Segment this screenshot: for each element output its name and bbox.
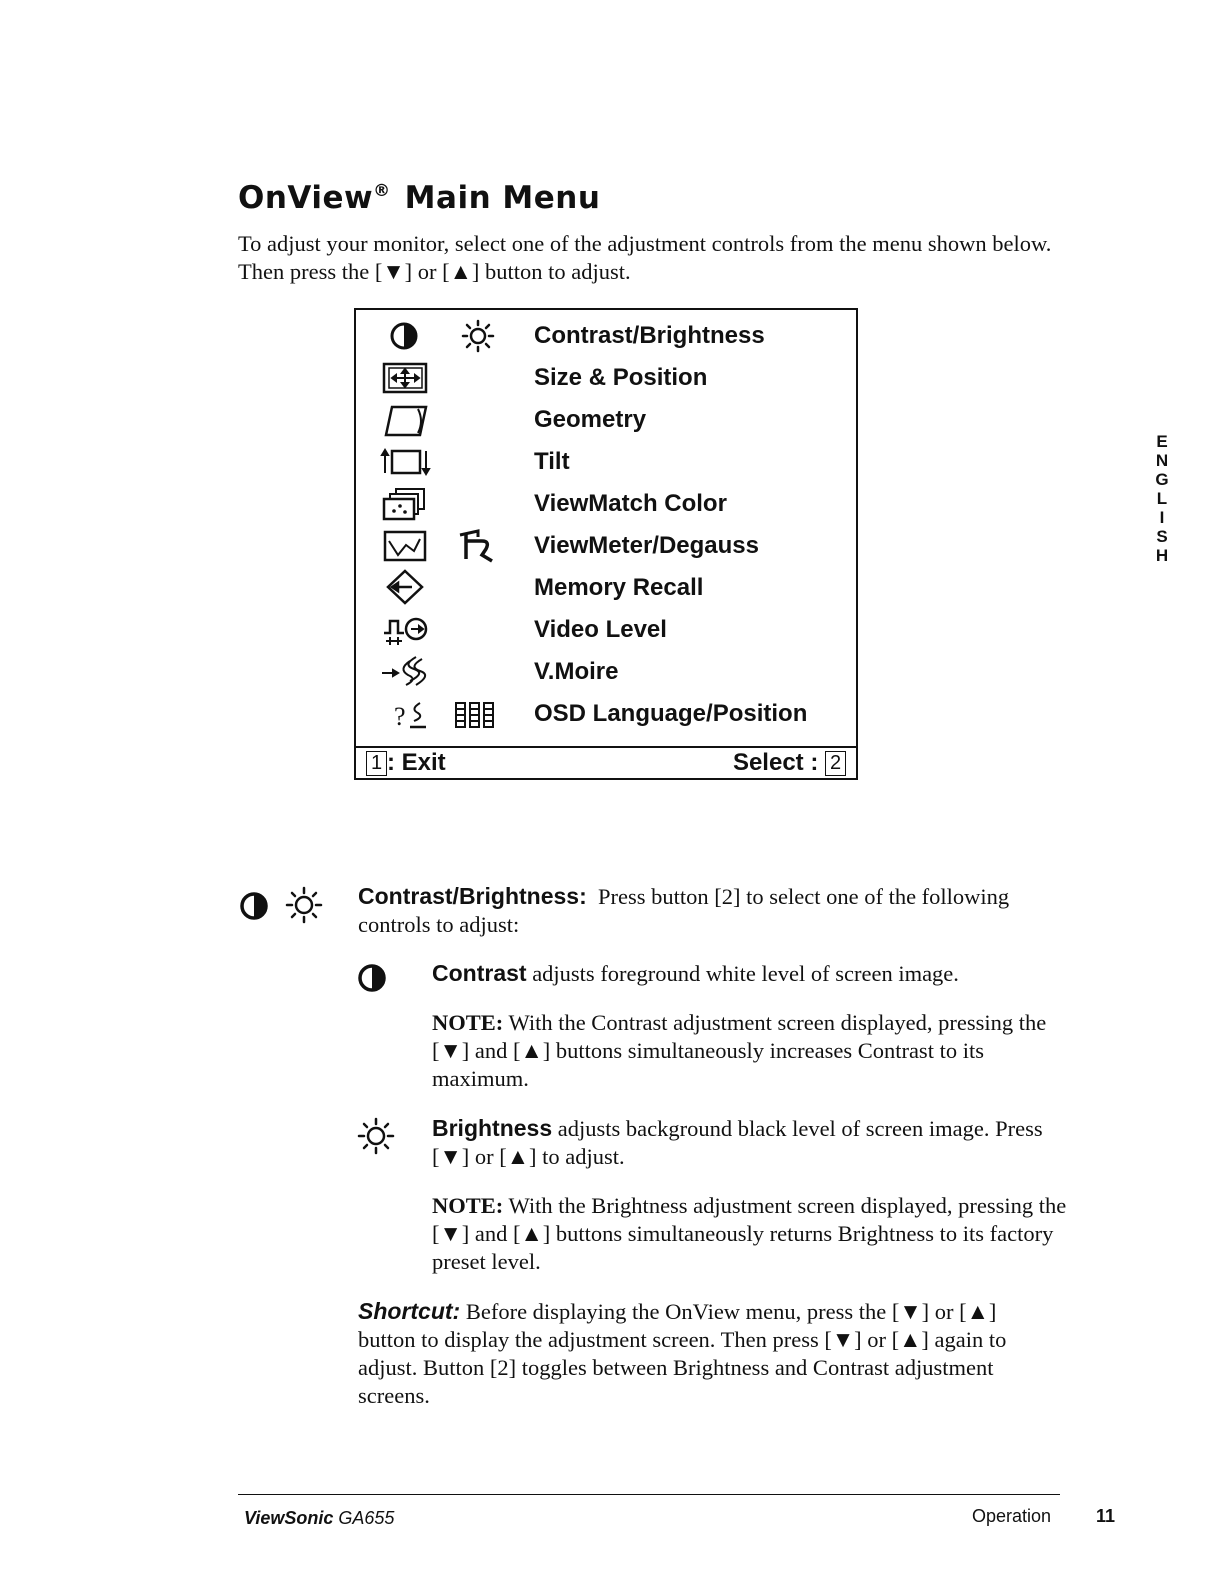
- degauss-icon: [452, 527, 504, 563]
- select-label: Select :: [732, 749, 819, 776]
- menu-item-viewmatch-color[interactable]: [356, 482, 856, 524]
- footer-product: [244, 1508, 394, 1529]
- brightness-text: adjusts background black level of screen image. Press [▼] or [▲] to adjust.: [432, 1116, 1043, 1169]
- contrast-text: adjusts foreground white level of screen image.: [532, 961, 959, 986]
- title-word: OnView: [238, 180, 374, 216]
- language-letter: N: [1155, 451, 1169, 470]
- size-position-icon: [380, 359, 432, 395]
- section-text: Press button [2] to select one of the following controls to adjust:: [358, 884, 1010, 937]
- contrast-note: [432, 1009, 1072, 1093]
- menu-footer: [356, 746, 856, 778]
- menu-item-size-position[interactable]: [356, 356, 856, 398]
- menu-item-label: Contrast/Brightness: [534, 322, 765, 349]
- menu-item-memory-recall[interactable]: [356, 566, 856, 608]
- brightness-icon: [452, 317, 504, 353]
- page-number: 11: [1096, 1506, 1116, 1526]
- brightness-note: [432, 1192, 1072, 1276]
- menu-item-vmoire[interactable]: [356, 650, 856, 692]
- brand-name: ViewSonic: [244, 1508, 334, 1528]
- menu-item-geometry[interactable]: [356, 398, 856, 440]
- shortcut-lead: Shortcut:: [358, 1298, 461, 1324]
- svg-text:?: ?: [394, 702, 406, 731]
- vmoire-icon: [380, 653, 432, 689]
- menu-item-osd-language-position[interactable]: [356, 692, 856, 734]
- viewmeter-icon: [380, 527, 432, 563]
- brightness-icon: [356, 1114, 402, 1160]
- tilt-icon: [380, 443, 432, 479]
- language-letter: S: [1156, 527, 1168, 546]
- language-letter: H: [1155, 546, 1169, 565]
- language-letter: I: [1159, 508, 1165, 527]
- menu-item-contrast-brightness[interactable]: [356, 314, 856, 356]
- footer-section-name: Operation: [972, 1506, 1052, 1526]
- language-letter: G: [1155, 470, 1169, 489]
- footer-divider: [238, 1494, 1060, 1495]
- menu-item-viewmeter-degauss[interactable]: [356, 524, 856, 566]
- menu-item-label: ViewMatch Color: [534, 490, 727, 517]
- menu-item-label: ViewMeter/Degauss: [534, 532, 759, 559]
- geometry-icon: [380, 401, 432, 437]
- contrast-description: [432, 959, 1072, 988]
- onview-main-menu: [354, 308, 858, 780]
- osd-position-icon: [452, 695, 504, 731]
- video-level-icon: [380, 611, 432, 647]
- contrast-brightness-description: [358, 882, 1058, 939]
- contrast-brightness-icon: [238, 884, 328, 924]
- exit-control[interactable]: [366, 749, 446, 777]
- menu-item-label: OSD Language/Position: [534, 700, 808, 727]
- select-control[interactable]: [733, 749, 846, 777]
- note-lead: NOTE:: [432, 1193, 504, 1218]
- menu-item-label: Geometry: [534, 406, 647, 433]
- page-title: [238, 180, 600, 216]
- language-letter: E: [1156, 432, 1168, 451]
- registered-mark: ®: [373, 181, 391, 201]
- language-letter: L: [1156, 489, 1168, 508]
- contrast-icon: [380, 317, 432, 353]
- contrast-term: Contrast: [432, 960, 527, 986]
- exit-label: : Exit: [387, 749, 446, 776]
- menu-item-label: Memory Recall: [534, 574, 704, 601]
- contrast-icon: [356, 961, 390, 995]
- memory-recall-icon: [380, 569, 432, 605]
- menu-item-label: Tilt: [534, 448, 570, 475]
- title-rest: Main Menu: [404, 180, 601, 216]
- button-2-key: 2: [825, 751, 846, 776]
- menu-item-video-level[interactable]: [356, 608, 856, 650]
- brightness-description: [432, 1114, 1072, 1171]
- note-lead: NOTE:: [432, 1010, 504, 1035]
- intro-paragraph: To adjust your monitor, select one of the adjustment controls from the menu shown below. Then press the [▼] or [▲] button to adjust.: [238, 231, 1052, 284]
- shortcut-text: Before displaying the OnView menu, press the [▼] or [▲] button to display the adjustment screen. Then press [▼] or [▲] again to adjust. Button [2] toggles between Brightness and Contrast adjustment screens.: [358, 1299, 1007, 1408]
- language-tab-english: [1152, 432, 1172, 565]
- note-text: With the Contrast adjustment screen displayed, pressing the [▼] and [▲] buttons simultaneously increases Contrast to its maximum.: [432, 1010, 1047, 1091]
- menu-item-label: Size & Position: [534, 364, 708, 391]
- section-title: Contrast/Brightness:: [358, 883, 587, 909]
- menu-item-label: Video Level: [534, 616, 667, 643]
- button-1-key: 1: [366, 751, 387, 776]
- menu-item-tilt[interactable]: [356, 440, 856, 482]
- brightness-term: Brightness: [432, 1115, 553, 1141]
- model-name: GA655: [338, 1508, 395, 1528]
- osd-language-icon: [380, 695, 432, 731]
- viewmatch-color-icon: [380, 485, 432, 521]
- note-text: With the Brightness adjustment screen displayed, pressing the [▼] and [▲] buttons simultaneously returns Brightness to its factory preset level.: [432, 1193, 1067, 1274]
- shortcut-paragraph: [358, 1297, 1058, 1410]
- menu-item-label: V.Moire: [534, 658, 619, 685]
